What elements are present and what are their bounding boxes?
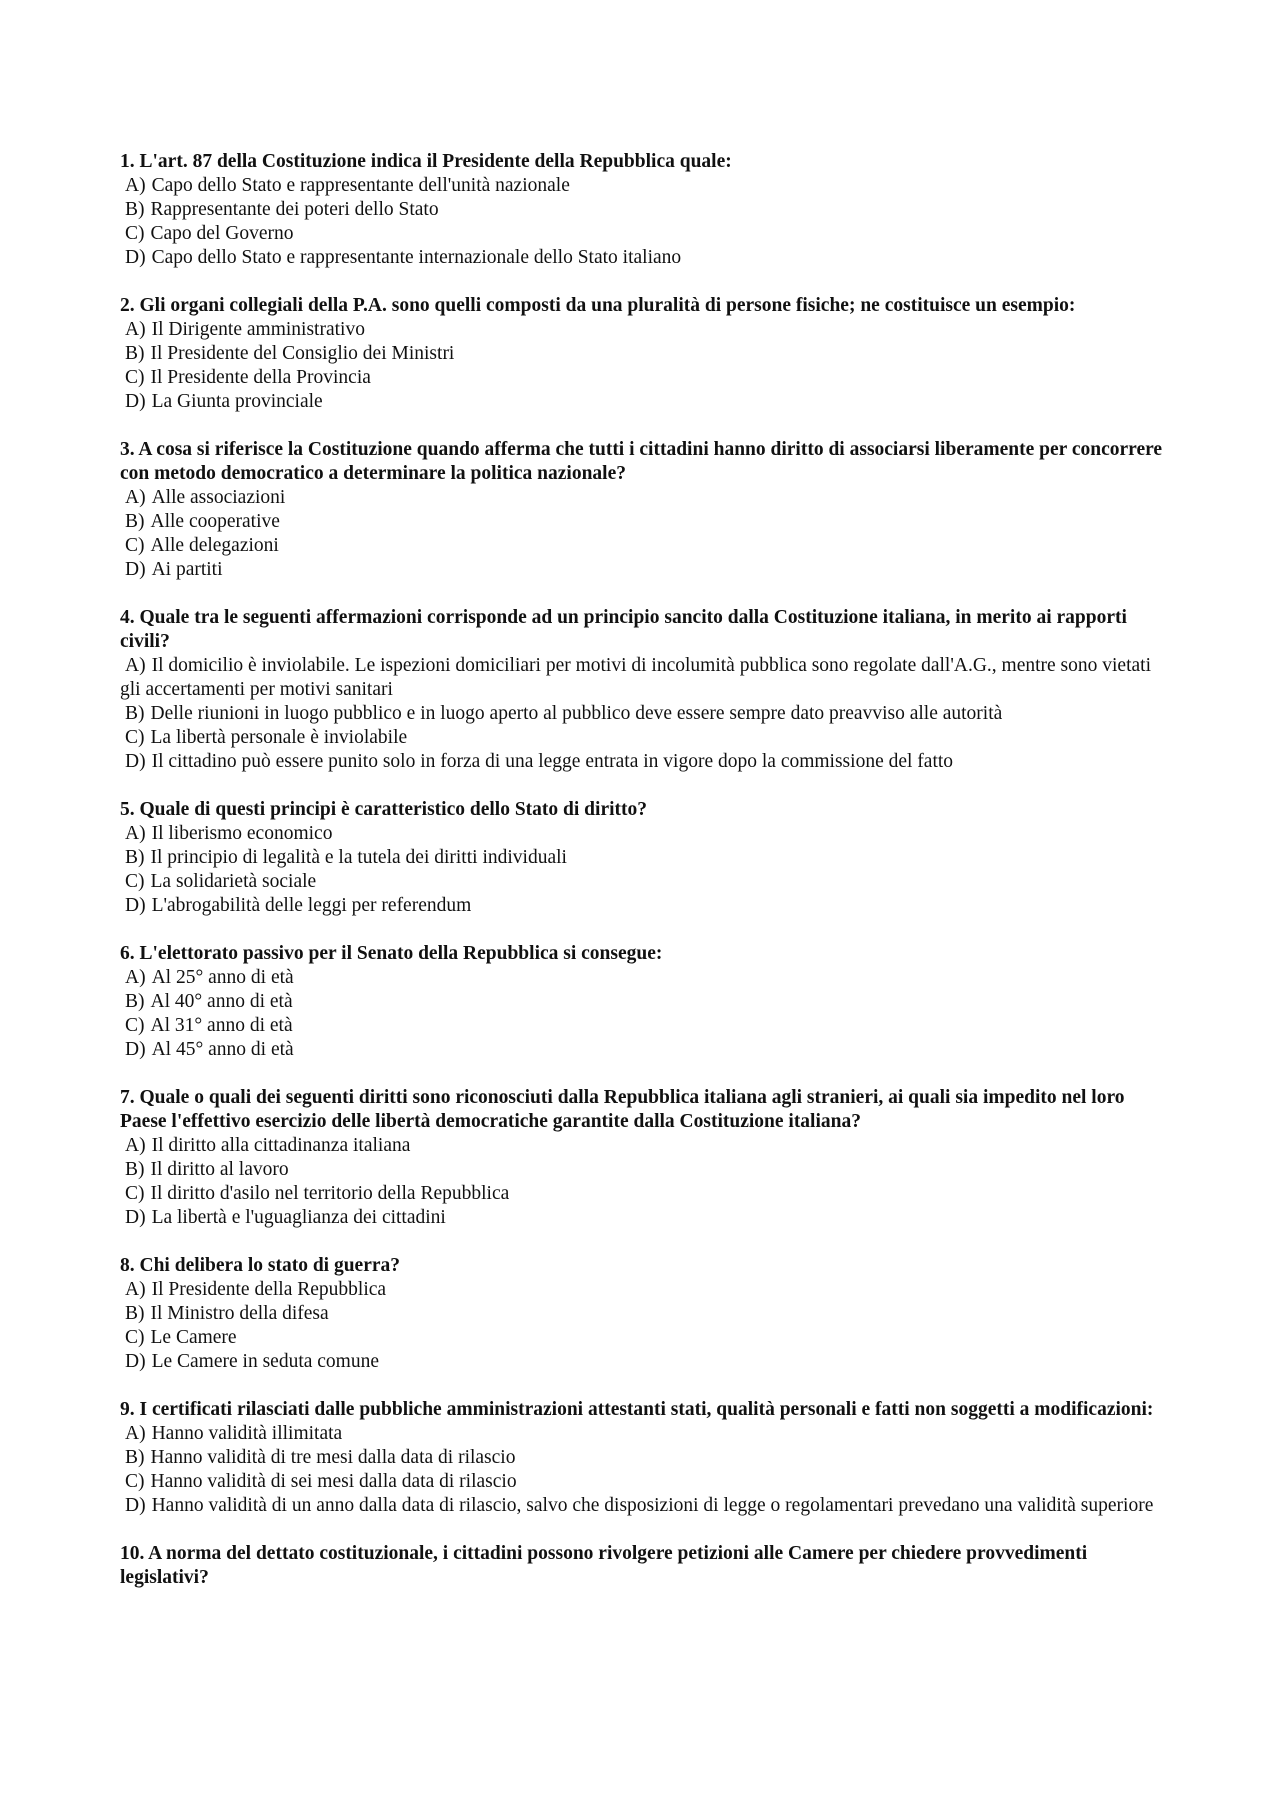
option-letter: B) bbox=[125, 1303, 145, 1324]
option-d bbox=[120, 750, 1170, 774]
options-list bbox=[120, 654, 1170, 774]
option-text: Il Dirigente amministrativo bbox=[151, 319, 365, 340]
option-text: Al 31° anno di età bbox=[150, 1015, 293, 1036]
options-list bbox=[120, 1422, 1170, 1518]
option-d bbox=[120, 1494, 1170, 1518]
option-letter: D) bbox=[125, 1207, 146, 1228]
option-c bbox=[120, 366, 1170, 390]
question-text: 3. A cosa si riferisce la Costituzione quando afferma che tutti i cittadini hanno diritto di associarsi liberamente per concorrere con metodo democratico a determinare la politica nazionale? bbox=[120, 439, 1163, 484]
option-text: Ai partiti bbox=[151, 559, 223, 580]
option-letter: D) bbox=[125, 751, 146, 772]
options-list bbox=[120, 174, 1170, 270]
option-text: Hanno validità di sei mesi dalla data di rilascio bbox=[150, 1471, 517, 1492]
option-text: Il domicilio è inviolabile. Le ispezioni domiciliari per motivi di incolumità pubblica sono regolate dall'A.G., mentre sono vietati gli accertamenti per motivi sanitari bbox=[120, 655, 1151, 700]
option-text: Rappresentante dei poteri dello Stato bbox=[150, 199, 439, 220]
question-4 bbox=[120, 606, 1170, 774]
option-text: Il diritto al lavoro bbox=[150, 1159, 289, 1180]
option-letter: A) bbox=[125, 175, 146, 196]
question-2 bbox=[120, 294, 1170, 414]
option-text: Al 25° anno di età bbox=[151, 967, 294, 988]
question-5 bbox=[120, 798, 1170, 918]
option-letter: B) bbox=[125, 991, 145, 1012]
option-a bbox=[120, 318, 1170, 342]
option-d bbox=[120, 894, 1170, 918]
option-c bbox=[120, 1326, 1170, 1350]
option-text: Al 45° anno di età bbox=[151, 1039, 294, 1060]
option-letter: D) bbox=[125, 1039, 146, 1060]
option-text: La solidarietà sociale bbox=[150, 871, 317, 892]
option-d bbox=[120, 246, 1170, 270]
option-letter: C) bbox=[125, 535, 145, 556]
option-a bbox=[120, 1278, 1170, 1302]
question-text: 8. Chi delibera lo stato di guerra? bbox=[120, 1255, 401, 1276]
question-text: 4. Quale tra le seguenti affermazioni corrisponde ad un principio sancito dalla Costituzione italiana, in merito ai rapporti civili? bbox=[120, 607, 1127, 652]
option-b bbox=[120, 510, 1170, 534]
option-letter: C) bbox=[125, 1183, 145, 1204]
option-letter: C) bbox=[125, 223, 145, 244]
option-c bbox=[120, 222, 1170, 246]
question-9 bbox=[120, 1398, 1170, 1518]
option-a bbox=[120, 174, 1170, 198]
question-7 bbox=[120, 1086, 1170, 1230]
option-letter: D) bbox=[125, 247, 146, 268]
option-letter: B) bbox=[125, 511, 145, 532]
option-text: Il diritto d'asilo nel territorio della Repubblica bbox=[150, 1183, 510, 1204]
option-d bbox=[120, 1038, 1170, 1062]
option-a bbox=[120, 486, 1170, 510]
option-b bbox=[120, 198, 1170, 222]
quiz-page bbox=[120, 150, 1170, 1614]
option-text: Il liberismo economico bbox=[151, 823, 333, 844]
options-list bbox=[120, 1278, 1170, 1374]
question-text: 7. Quale o quali dei seguenti diritti sono riconosciuti dalla Repubblica italiana agli stranieri, ai quali sia impedito nel loro Paese l'effettivo esercizio delle libertà democratiche garantite dalla Costituzione italiana? bbox=[120, 1087, 1125, 1132]
option-text: Delle riunioni in luogo pubblico e in luogo aperto al pubblico deve essere sempre dato preavviso alle autorità bbox=[150, 703, 1003, 724]
option-letter: B) bbox=[125, 847, 145, 868]
option-letter: B) bbox=[125, 199, 145, 220]
option-b bbox=[120, 1302, 1170, 1326]
option-letter: B) bbox=[125, 1159, 145, 1180]
option-letter: D) bbox=[125, 559, 146, 580]
option-letter: C) bbox=[125, 1015, 145, 1036]
option-text: Alle cooperative bbox=[150, 511, 280, 532]
option-d bbox=[120, 1206, 1170, 1230]
option-letter: C) bbox=[125, 1327, 145, 1348]
option-letter: B) bbox=[125, 703, 145, 724]
option-letter: D) bbox=[125, 895, 146, 916]
option-letter: B) bbox=[125, 1447, 145, 1468]
option-text: Alle associazioni bbox=[151, 487, 286, 508]
question-8 bbox=[120, 1254, 1170, 1374]
option-letter: B) bbox=[125, 343, 145, 364]
option-c bbox=[120, 1014, 1170, 1038]
question-3 bbox=[120, 438, 1170, 582]
option-text: Hanno validità di tre mesi dalla data di rilascio bbox=[150, 1447, 516, 1468]
option-c bbox=[120, 726, 1170, 750]
option-b bbox=[120, 1446, 1170, 1470]
option-letter: A) bbox=[125, 823, 146, 844]
option-d bbox=[120, 558, 1170, 582]
options-list bbox=[120, 318, 1170, 414]
question-text: 6. L'elettorato passivo per il Senato della Repubblica si consegue: bbox=[120, 943, 663, 964]
option-letter: D) bbox=[125, 1351, 146, 1372]
option-text: Capo dello Stato e rappresentante internazionale dello Stato italiano bbox=[151, 247, 682, 268]
option-text: Hanno validità illimitata bbox=[151, 1423, 343, 1444]
option-text: Il Presidente del Consiglio dei Ministri bbox=[150, 343, 455, 364]
question-10 bbox=[120, 1542, 1170, 1590]
option-text: La Giunta provinciale bbox=[151, 391, 323, 412]
options-list bbox=[120, 822, 1170, 918]
option-text: Il principio di legalità e la tutela dei diritti individuali bbox=[150, 847, 567, 868]
option-a bbox=[120, 1422, 1170, 1446]
option-text: Hanno validità di un anno dalla data di rilascio, salvo che disposizioni di legge o regolamentari prevedano una validità superiore bbox=[151, 1495, 1154, 1516]
option-letter: D) bbox=[125, 391, 146, 412]
option-text: Al 40° anno di età bbox=[150, 991, 293, 1012]
option-text: Capo dello Stato e rappresentante dell'unità nazionale bbox=[151, 175, 570, 196]
option-b bbox=[120, 342, 1170, 366]
option-b bbox=[120, 846, 1170, 870]
option-letter: A) bbox=[125, 319, 146, 340]
option-letter: A) bbox=[125, 655, 146, 676]
option-letter: C) bbox=[125, 1471, 145, 1492]
question-text: 9. I certificati rilasciati dalle pubbliche amministrazioni attestanti stati, qualità personali e fatti non soggetti a modificazioni: bbox=[120, 1399, 1154, 1420]
option-text: Il Presidente della Provincia bbox=[150, 367, 371, 388]
options-list bbox=[120, 966, 1170, 1062]
option-b bbox=[120, 702, 1170, 726]
option-c bbox=[120, 1182, 1170, 1206]
option-letter: A) bbox=[125, 967, 146, 988]
option-text: Le Camere in seduta comune bbox=[151, 1351, 379, 1372]
option-c bbox=[120, 870, 1170, 894]
option-text: Il cittadino può essere punito solo in forza di una legge entrata in vigore dopo la commissione del fatto bbox=[151, 751, 954, 772]
question-text: 2. Gli organi collegiali della P.A. sono quelli composti da una pluralità di persone fisiche; ne costituisce un esempio: bbox=[120, 295, 1076, 316]
question-text: 10. A norma del dettato costituzionale, i cittadini possono rivolgere petizioni alle Camere per chiedere provvedimenti legislativi? bbox=[120, 1543, 1088, 1588]
option-text: Il diritto alla cittadinanza italiana bbox=[151, 1135, 411, 1156]
option-text: L'abrogabilità delle leggi per referendum bbox=[151, 895, 472, 916]
option-text: Le Camere bbox=[150, 1327, 237, 1348]
option-text: Il Ministro della difesa bbox=[150, 1303, 329, 1324]
option-a bbox=[120, 966, 1170, 990]
option-c bbox=[120, 534, 1170, 558]
option-a bbox=[120, 654, 1170, 702]
options-list bbox=[120, 486, 1170, 582]
option-c bbox=[120, 1470, 1170, 1494]
option-b bbox=[120, 990, 1170, 1014]
question-1 bbox=[120, 150, 1170, 270]
option-letter: C) bbox=[125, 727, 145, 748]
option-letter: A) bbox=[125, 1423, 146, 1444]
options-list bbox=[120, 1134, 1170, 1230]
option-a bbox=[120, 1134, 1170, 1158]
option-text: La libertà personale è inviolabile bbox=[150, 727, 408, 748]
question-text: 1. L'art. 87 della Costituzione indica il Presidente della Repubblica quale: bbox=[120, 151, 732, 172]
option-letter: D) bbox=[125, 1495, 146, 1516]
question-6 bbox=[120, 942, 1170, 1062]
option-text: Alle delegazioni bbox=[150, 535, 279, 556]
question-text: 5. Quale di questi principi è caratteristico dello Stato di diritto? bbox=[120, 799, 648, 820]
option-text: Il Presidente della Repubblica bbox=[151, 1279, 387, 1300]
option-a bbox=[120, 822, 1170, 846]
option-letter: C) bbox=[125, 871, 145, 892]
option-text: Capo del Governo bbox=[150, 223, 294, 244]
option-letter: C) bbox=[125, 367, 145, 388]
option-d bbox=[120, 390, 1170, 414]
option-text: La libertà e l'uguaglianza dei cittadini bbox=[151, 1207, 446, 1228]
option-d bbox=[120, 1350, 1170, 1374]
option-b bbox=[120, 1158, 1170, 1182]
option-letter: A) bbox=[125, 487, 146, 508]
option-letter: A) bbox=[125, 1135, 146, 1156]
option-letter: A) bbox=[125, 1279, 146, 1300]
